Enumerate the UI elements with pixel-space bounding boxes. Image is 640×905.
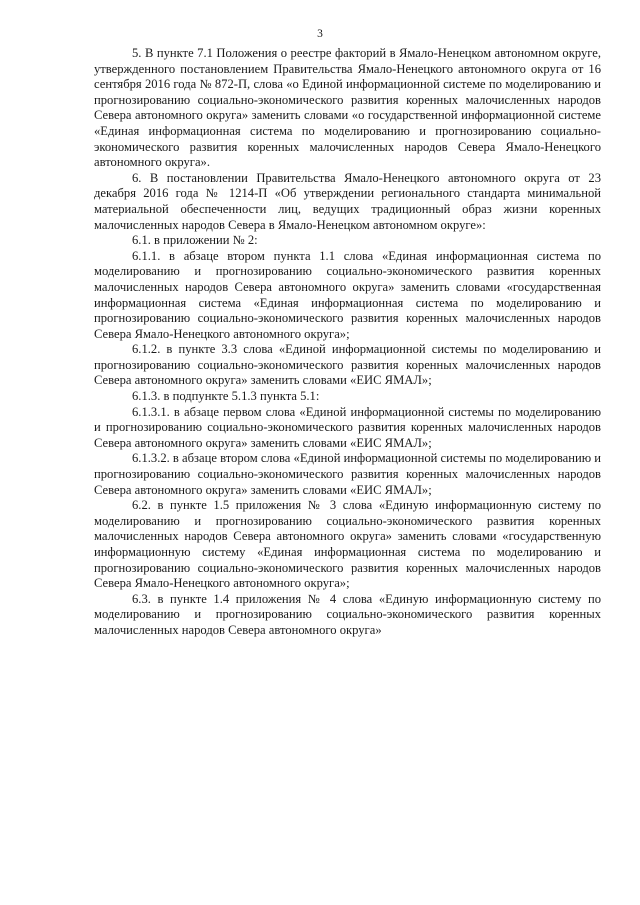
paragraph-5: 5. В пункте 7.1 Положения о реестре факторий в Ямало-Ненецком автономном округе, утвержденного постановлением Правительства Ямало-Ненецкого автономного округа от 16 сентября 2016 года № 872-П, слова «о Единой информационной системе по моделированию и прогнозированию социально-экономического развития коренных малочисленных народов Севера автономного округа» заменить словами «о государственной информационной системе «Единая информационная система по моделированию и прогнозированию социально-экономического развития коренных малочисленных народов Севера Ямало-Ненецкого автономного округа». bbox=[94, 46, 601, 170]
document-body bbox=[94, 46, 601, 639]
paragraph-6-3: 6.3. в пункте 1.4 приложения № 4 слова «Единую информационную систему по моделированию и прогнозированию социально-экономического развития коренных малочисленных народов Севера автономного округа» bbox=[94, 591, 601, 637]
paragraph-6-1-1: 6.1.1. в абзаце втором пункта 1.1 слова «Единая информационная система по моделированию и прогнозированию социально-экономического развития коренных малочисленных народов Севера автономного округа» заменить словами «государственная информационная система «Единая информационная система по моделированию и прогнозированию социально-экономического развития коренных малочисленных народов Севера Ямало-Ненецкого автономного округа»; bbox=[94, 248, 601, 341]
paragraph-6-2: 6.2. в пункте 1.5 приложения № 3 слова «Единую информационную систему по моделированию и прогнозированию социально-экономического развития коренных малочисленных народов Севера автономного округа» заменить словами «государственную информационную систему «Единая информационная система по моделированию и прогнозированию социально-экономического развития коренных малочисленных народов Севера Ямало-Ненецкого автономного округа»; bbox=[94, 498, 601, 591]
paragraph-6-1-3: 6.1.3. в подпункте 5.1.3 пункта 5.1: bbox=[132, 389, 320, 404]
paragraph-6: 6. В постановлении Правительства Ямало-Ненецкого автономного округа от 23 декабря 2016 года № 1214-П «Об утверждении регионального стандарта минимальной материальной обеспеченности лиц, ведущих традиционный образ жизни коренных малочисленных народов Севера в Ямало-Ненецком автономном округе»: bbox=[94, 170, 601, 232]
paragraph-6-1-3-2: 6.1.3.2. в абзаце втором слова «Единой информационной системы по моделированию и прогнозированию социально-экономического развития коренных малочисленных народов Севера автономного округа» заменить словами «ЕИС ЯМАЛ»; bbox=[94, 451, 601, 497]
paragraph-6-1: 6.1. в приложении № 2: bbox=[132, 233, 258, 248]
paragraph-6-1-2: 6.1.2. в пункте 3.3 слова «Единой информационной системы по моделированию и прогнозированию социально-экономического развития коренных малочисленных народов Севера автономного округа» заменить словами «ЕИС ЯМАЛ»; bbox=[94, 342, 601, 388]
page-number: 3 bbox=[317, 28, 323, 40]
paragraph-6-1-3-1: 6.1.3.1. в абзаце первом слова «Единой информационной системы по моделированию и прогнозированию социально-экономического развития коренных малочисленных народов Севера автономного округа» заменить словами «ЕИС ЯМАЛ»; bbox=[94, 404, 601, 450]
